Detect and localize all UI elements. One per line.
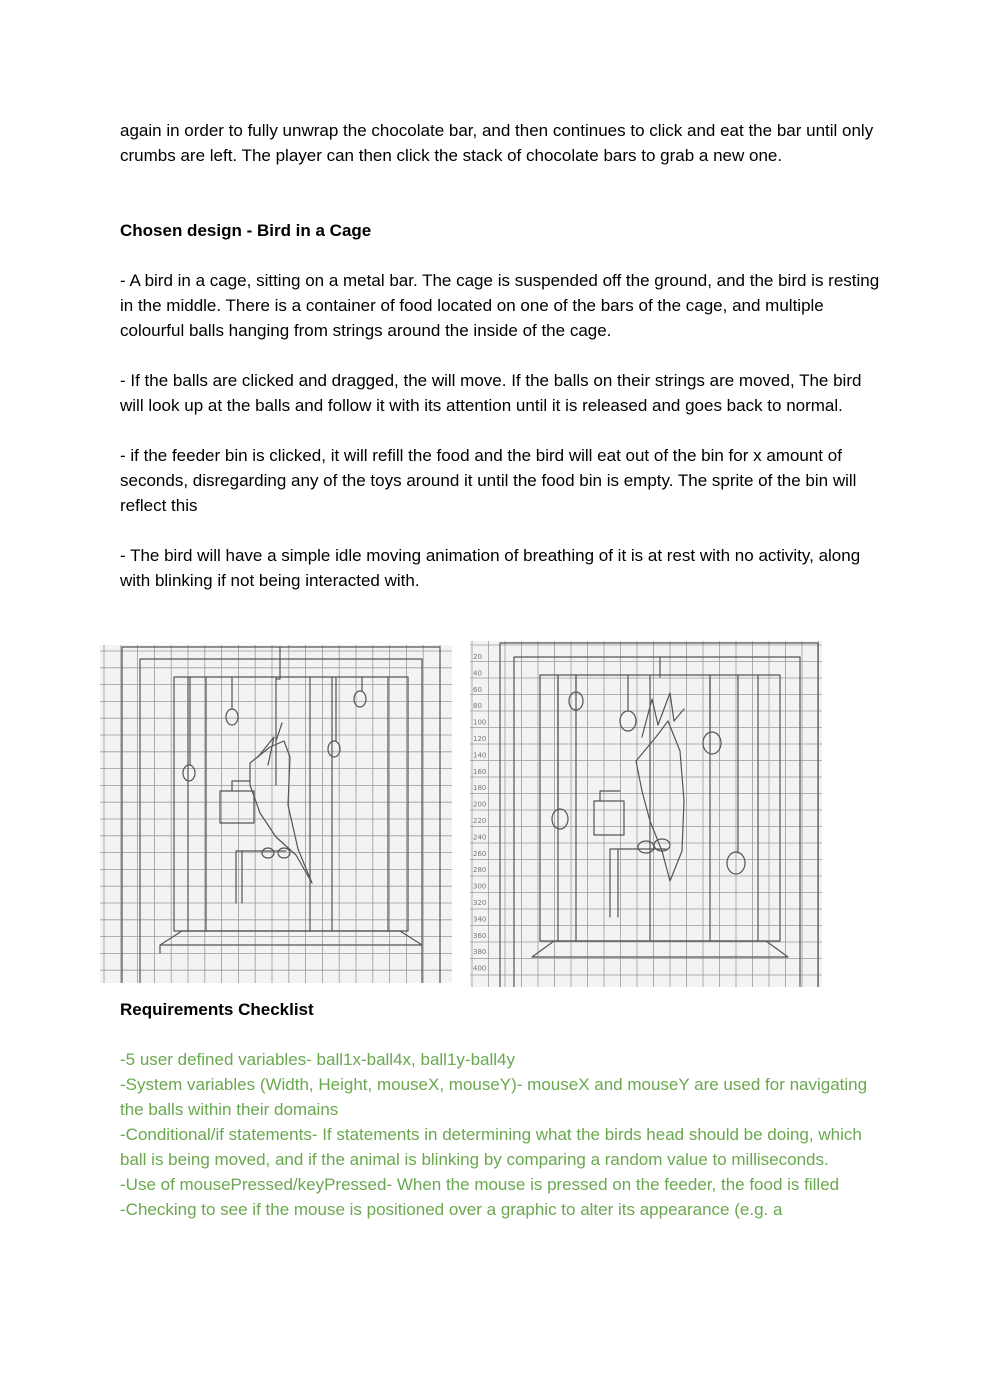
intro-paragraph: again in order to fully unwrap the chocolate bar, and then continues to click and eat the bar until only crumbs are left. The player can then click the stack of chocolate bars to grab a new one. <box>120 121 874 165</box>
axis-tick-label: 280 <box>473 866 487 875</box>
grid-lines <box>470 641 822 987</box>
bird-body <box>636 721 684 881</box>
sketch-image-left <box>100 645 452 983</box>
axis-tick-label: 180 <box>473 784 487 793</box>
cage-sketch-left <box>100 645 452 983</box>
axis-tick-label: 120 <box>473 735 487 743</box>
bird-body <box>250 741 312 883</box>
cage-inner-frame <box>140 659 422 983</box>
ball <box>226 709 238 725</box>
checklist-item-3: -Conditional/if statements- If statements in determining what the birds head should be doing, which ball is being moved, and if the animal is blinking by comparing a random value to milliseconds. <box>120 1125 862 1169</box>
cage-base <box>160 931 422 953</box>
cage-sketch-right <box>470 641 822 987</box>
axis-tick-label: 300 <box>473 882 487 891</box>
intro-section <box>120 118 880 168</box>
feeder-bin <box>594 791 624 835</box>
axis-tick-label: 160 <box>473 767 487 776</box>
axis-tick-label: 200 <box>473 800 487 809</box>
axis-tick-label: 240 <box>473 833 487 842</box>
checklist-heading: Requirements Checklist <box>120 1000 314 1019</box>
checklist-item-4: -Use of mousePressed/keyPressed- When the mouse is pressed on the feeder, the food is filled <box>120 1175 840 1194</box>
design-paragraph-3: - if the feeder bin is clicked, it will refill the food and the bird will eat out of the bin for x amount of seconds, disregarding any of the toys around it until the food bin is empty. The sprite of the bin will reflect this <box>120 446 857 515</box>
cage-bars <box>558 675 758 941</box>
axis-tick-label: 220 <box>473 817 487 825</box>
design-paragraph-1: - A bird in a cage, sitting on a metal bar. The cage is suspended off the ground, and the bird is resting in the middle. There is a container of food located on one of the bars of the cage, and multiple colourful balls hanging from strings around the inside of the cage. <box>120 271 880 340</box>
ball <box>620 711 636 731</box>
ball <box>183 765 195 781</box>
ball <box>328 741 340 757</box>
hanger-line <box>276 647 280 679</box>
axis-tick-label: 320 <box>473 899 487 907</box>
axis-tick-label: 80 <box>473 702 482 711</box>
cage-outer-frame <box>122 647 440 983</box>
perch <box>236 851 286 903</box>
cage-inner-frame <box>514 657 800 987</box>
axis-tick-label: 360 <box>473 931 487 940</box>
design-heading: Chosen design - Bird in a Cage <box>120 221 372 240</box>
axis-tick-label: 380 <box>473 948 487 957</box>
axis-tick-label: 340 <box>473 915 487 924</box>
axis-tick-label: 60 <box>473 685 482 694</box>
axis-tick-label: 400 <box>473 964 487 973</box>
axis-tick-label: 100 <box>473 718 487 727</box>
checklist-section <box>120 997 880 1222</box>
sketch-image-right <box>470 641 822 987</box>
bird-crest <box>642 693 684 737</box>
axis-tick-label: 40 <box>473 669 482 678</box>
ball <box>703 732 721 754</box>
axis-tick-label: 20 <box>473 653 482 661</box>
design-section <box>120 218 880 593</box>
design-paragraph-4: - The bird will have a simple idle moving animation of breathing of it is at rest with no activity, along with blinking if not being interacted with. <box>120 546 861 590</box>
axis-tick-label: 140 <box>473 751 487 760</box>
checklist-item-1: -5 user defined variables- ball1x-ball4x, ball1y-ball4y <box>120 1050 515 1069</box>
design-paragraph-2: - If the balls are clicked and dragged, the will move. If the balls on their strings are moved, The bird will look up at the balls and follow it with its attention until it is released and goes back to normal. <box>120 371 862 415</box>
axis-tick-label: 260 <box>473 849 487 858</box>
checklist-item-5: -Checking to see if the mouse is positioned over a graphic to alter its appearance (e.g. a <box>120 1200 783 1219</box>
checklist-item-2: -System variables (Width, Height, mouseX, mouseY)- mouseX and mouseY are used for navigating the balls within their domains <box>120 1075 868 1119</box>
cage-base <box>532 941 788 957</box>
